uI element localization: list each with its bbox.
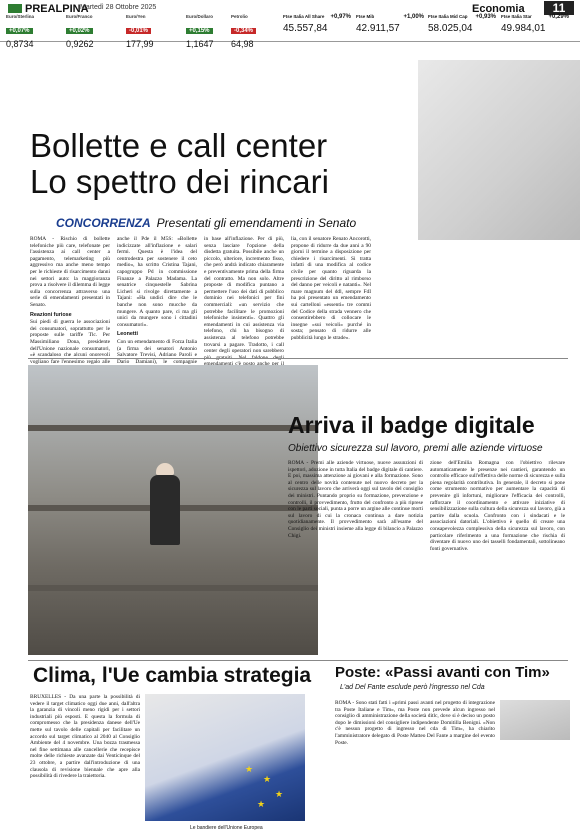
headline-line2: Lo spettro dei rincari: [30, 163, 329, 200]
article4-column-1: [335, 700, 495, 830]
section-divider: [28, 660, 568, 661]
section-divider: [28, 358, 568, 359]
index-change: +1,00%: [403, 14, 424, 20]
flag-star-icon: ★: [257, 799, 266, 809]
fx-change: -0,01%: [126, 28, 151, 34]
kicker-subtitle: Presentati gli emendamenti in Senato: [156, 216, 357, 230]
page-number: 11: [544, 1, 574, 15]
column-text: ROMA - Sono stati fatti i «primi passi avanti nel progetto di integrazione tra Poste Italiane e Tim», ma Poste non prevede alcun ingresso nel consiglio di amministrazione della società ditlc, dove si è deciso un posto dopo le dimissioni del consigliere indipendente Domitilla Benigni. «Non c'è nessun progetto di ingresso nel cda di Tim», ha chiarito l'amministratore delegato di Poste Matteo Del Fante a margine del evento Poste.: [335, 700, 495, 746]
fx-ticker-oil: [231, 14, 287, 49]
column-text: ROMA - Rischio di bollette telefoniche più care, telefonate per l'assistenza ai call center a pagamento, telemarketing più aggressivo ma anche meno tempo per le richieste di risarcimento danni nei settori auto: la maggioranza prova a risolvere il dilemma di legge sulla concorrenza attraverso una serie di emendamenti presentati in Senato.: [30, 236, 110, 308]
column-text: zione dell'Emilia Romagna con l'obiettivo rilevare automaticamente le presenze nei cantieri, garantendo un controllo efficace sull'effettiva delle norme di sicurezza e sulla piena regolarità contributiva. In generale, il decreto si pone come strumento normativo per aumentare la capacità di prevenire gli infortuni, migliorare l'efficacia dei controlli, rafforzare il coordinamento e attivare iniziative di sensibilizzazione sulla cultura della sicurezza sul lavoro, già a partire dalla scuola. Confronto con i sindacati e le associazioni datoriali. L'obiettivo è quello di creare una consapevolezza complessiva della sicurezza sul lavoro, con particolare riferimento a una formazione che rischia di diventare di nuovo uno dei tasselli fondamentali, sottolineano fonti governative.: [430, 460, 565, 552]
fx-ticker-eur-chf: [66, 14, 122, 49]
index-change: +0,97%: [330, 14, 351, 20]
fx-value: 0,8734: [6, 39, 34, 49]
worker-helmet: [156, 463, 174, 475]
construction-site-photo: [28, 365, 318, 655]
index-ftse-mib: [356, 14, 426, 42]
scaffold-beam: [28, 585, 318, 591]
index-ftse-star: [501, 14, 571, 42]
article2-column-2: [430, 460, 565, 655]
construction-worker: [150, 475, 180, 545]
column-text: anche il Pde il M5S: «Bollette indicizzate all'inflazione e salari fermi. Questa è l'idea del centrodestra per sostenere il ceto medio», ha scritto Cristina Tajani, capogruppo Pd in commissione Finanze a Palazzo Madama. La senatrice cinquestelle Sabrina Licheri si rivolge direttamente a Tajani: «Ha undici dire che le banche non sono mucche da mungere. A quanto pare, ci ma gli unici da mungere sono i cittadini consumatori».: [117, 236, 197, 328]
fx-value: 0,9262: [66, 39, 94, 49]
column-text: Con un emendamento di Forza Italia (a firma dei senatori Antonio Salvatore Trevisi, Adriano Paroli e Dario Damiani), le compagnie: [117, 338, 197, 365]
fx-label: Petrolio: [231, 14, 248, 19]
fx-value: 177,99: [126, 39, 154, 49]
eu-flags-photo: [145, 694, 305, 821]
article1-column-4: [291, 236, 371, 356]
logo-text: PREALPINA: [25, 3, 89, 15]
column-text: in base all'inflazione. Per di più, senza lasciare l'opzione della disdetta gratuita. Possibile anche un piccolo, ulteriore, incremento fisso, che però andrà indicato chiaramente e preventivamente prima della firma del contratto. Ma non solo. Altre proposte di modifica puntano a permettere l'uso dei dati di pubblico dominio nei telefonici per fini commerciali: «un servizio che potrebbe facilitare le promozioni telefoniche insistenti». Quattro gli emendamenti in cui assistenza via telefono, chi ha bisogno di assistenza al telefono potrebbe trovarsi a pagare. Tradotto, i call center degli operatori non sarebbero più gratuiti. Nel faldone degli: [204, 236, 284, 361]
article1-column-3: [204, 236, 284, 361]
index-change: +0,29%: [548, 14, 569, 20]
index-label: Ftse Italia Mid Cap: [428, 14, 468, 19]
fx-ticker-eur-gbp: [6, 14, 62, 49]
article3-column-1: [30, 694, 140, 834]
flag-star-icon: ★: [245, 764, 254, 774]
article1-headline: [30, 128, 329, 200]
masthead-bar: [0, 0, 580, 49]
index-label: Ftse Italia All Share: [283, 14, 325, 19]
fx-label: Euro/Sterlina: [6, 14, 35, 19]
flag-star-icon: ★: [263, 774, 272, 784]
column-text: BRUXELLES - Da una parte la possibilità di vedere il target climatico oggi due anni, dall'altra la garanzia di vincoli meno rigidi per i settori industriali più esposti. E questa la formula di compromesso che la presidenza danese dell'Ue mette sul tavolo delle capitali per facilitare un accordo sul target climatico al 2040 al Consiglio Ambiente del 4 novembre. Una bozza trasmessa nel fine settimana alle cancellerie che recepisce molte delle richieste avanzate dai Venticinque del 23 ottobre, a partire dall'introduzione di una clausola di revisione biennale che apre alla possibilità di rivedere la traiettoria.: [30, 694, 140, 780]
portrait-photo: [500, 700, 570, 740]
article1-column-1: [30, 236, 110, 365]
article2-headline: Arriva il badge digitale: [288, 412, 535, 438]
index-value: 42.911,57: [356, 23, 400, 34]
article4-headline: Poste: «Passi avanti con Tim»: [335, 664, 550, 681]
article2-column-1: [288, 460, 423, 655]
fx-ticker-eur-jpy: [126, 14, 182, 49]
fx-label: Euro/Yen: [126, 14, 146, 19]
fx-value: 1,1647: [186, 39, 214, 49]
index-value: 58.025,04: [428, 23, 473, 34]
article1-column-2: [117, 236, 197, 365]
index-ftse-mid-cap: [428, 14, 498, 42]
column-text: lia, con il senatore Renato Ancorotti, propone di ridurre da due anni a 90 giorni il termine a disposizione per chiedere i risarcimenti. Si tratta infatti di una modifica al codice civile per quanto riguarda la prescrizione del diritto al rimborso del danno per veicoli e natanti». Nel mare magnum del ddl, sempre FdI ha poi presentato un emendamento sui cartelloni «essenti» tre commi del Codice della strada vennero che consentirebbero di collocare le insegne «sui veicoli» purché in sosta; pensato di ridurre alle pubblicità lungo le strade».: [291, 236, 371, 341]
fx-label: Euro/Franco: [66, 14, 93, 19]
fx-value: 64,98: [231, 39, 254, 49]
article1-kicker: [56, 216, 356, 230]
index-label: Ftse Italia Star: [501, 14, 532, 19]
index-value: 49.984,01: [501, 23, 546, 34]
kicker-label: CONCORRENZA: [56, 216, 151, 230]
article3-headline: Clima, l'Ue cambia strategia: [33, 664, 312, 687]
fx-label: Euro/Dollaro: [186, 14, 214, 19]
fx-change: +0,02%: [66, 28, 93, 34]
column-text: Sui piedi di guerra le associazioni dei consumatori, soprattutto per le proposte sulle tariffe Tlc. Per Massimiliano Dona, presidente dell'Unione nazionale consumatori, «è scandaloso che alcuni onorevoli vogliano fare l'ennesimo regalo alle: [30, 319, 110, 365]
fx-change: +0,07%: [6, 28, 33, 34]
index-change: +0,93%: [475, 14, 496, 20]
scaffold-beam: [28, 425, 318, 431]
index-value: 45.557,84: [283, 23, 328, 34]
section-name: Economia: [472, 3, 525, 15]
logo-mark-icon: [8, 4, 22, 13]
article2-subtitle: Obiettivo sicurezza sul lavoro, premi alle aziende virtuose: [288, 443, 543, 454]
dateline: Martedì 28 Ottobre 2025: [80, 4, 157, 11]
index-ftse-all-share: [283, 14, 353, 42]
column-subhead: Reazioni furiose: [30, 311, 72, 318]
column-text: ROMA - Premi alle aziende virtuose, nuove assunzioni di ispettori, adozione in tutta Italia del badge digitale di cantiere. E poi, massima attenzione ai giovani e alla formazione. Sono al centro delle novità contenute nel nuovo decreto per la sicurezza sul lavoro che arriverà oggi sul tavolo del consiglio dei ministri. Puntando proprio su formazione, prevenzione e controlli, il provvedimento, frutto del confronto a più riprese con le parti sociali, punta a porre un argine alle continue morti sul lavoro di cui la cronaca continua a dare notizia quotidianamente. Il provvedimento sarà all'esame del Consiglio dei ministri insieme alla legge di bilancio a Palazzo Chigi.: [288, 460, 423, 539]
photo-caption: Le bandiere dell'Unione Europea: [190, 825, 263, 831]
flag-star-icon: ★: [275, 789, 284, 799]
call-center-photo: [418, 60, 580, 240]
headline-line1: Bollette e call center: [30, 127, 328, 164]
column-subhead: Leonetti: [117, 331, 138, 338]
fx-change: +0,15%: [186, 28, 213, 34]
index-label: Ftse Mib: [356, 14, 375, 19]
article4-subtitle: L'ad Del Fante esclude però l'ingresso nel Cda: [340, 684, 485, 691]
fx-change: -0,34%: [231, 28, 256, 34]
